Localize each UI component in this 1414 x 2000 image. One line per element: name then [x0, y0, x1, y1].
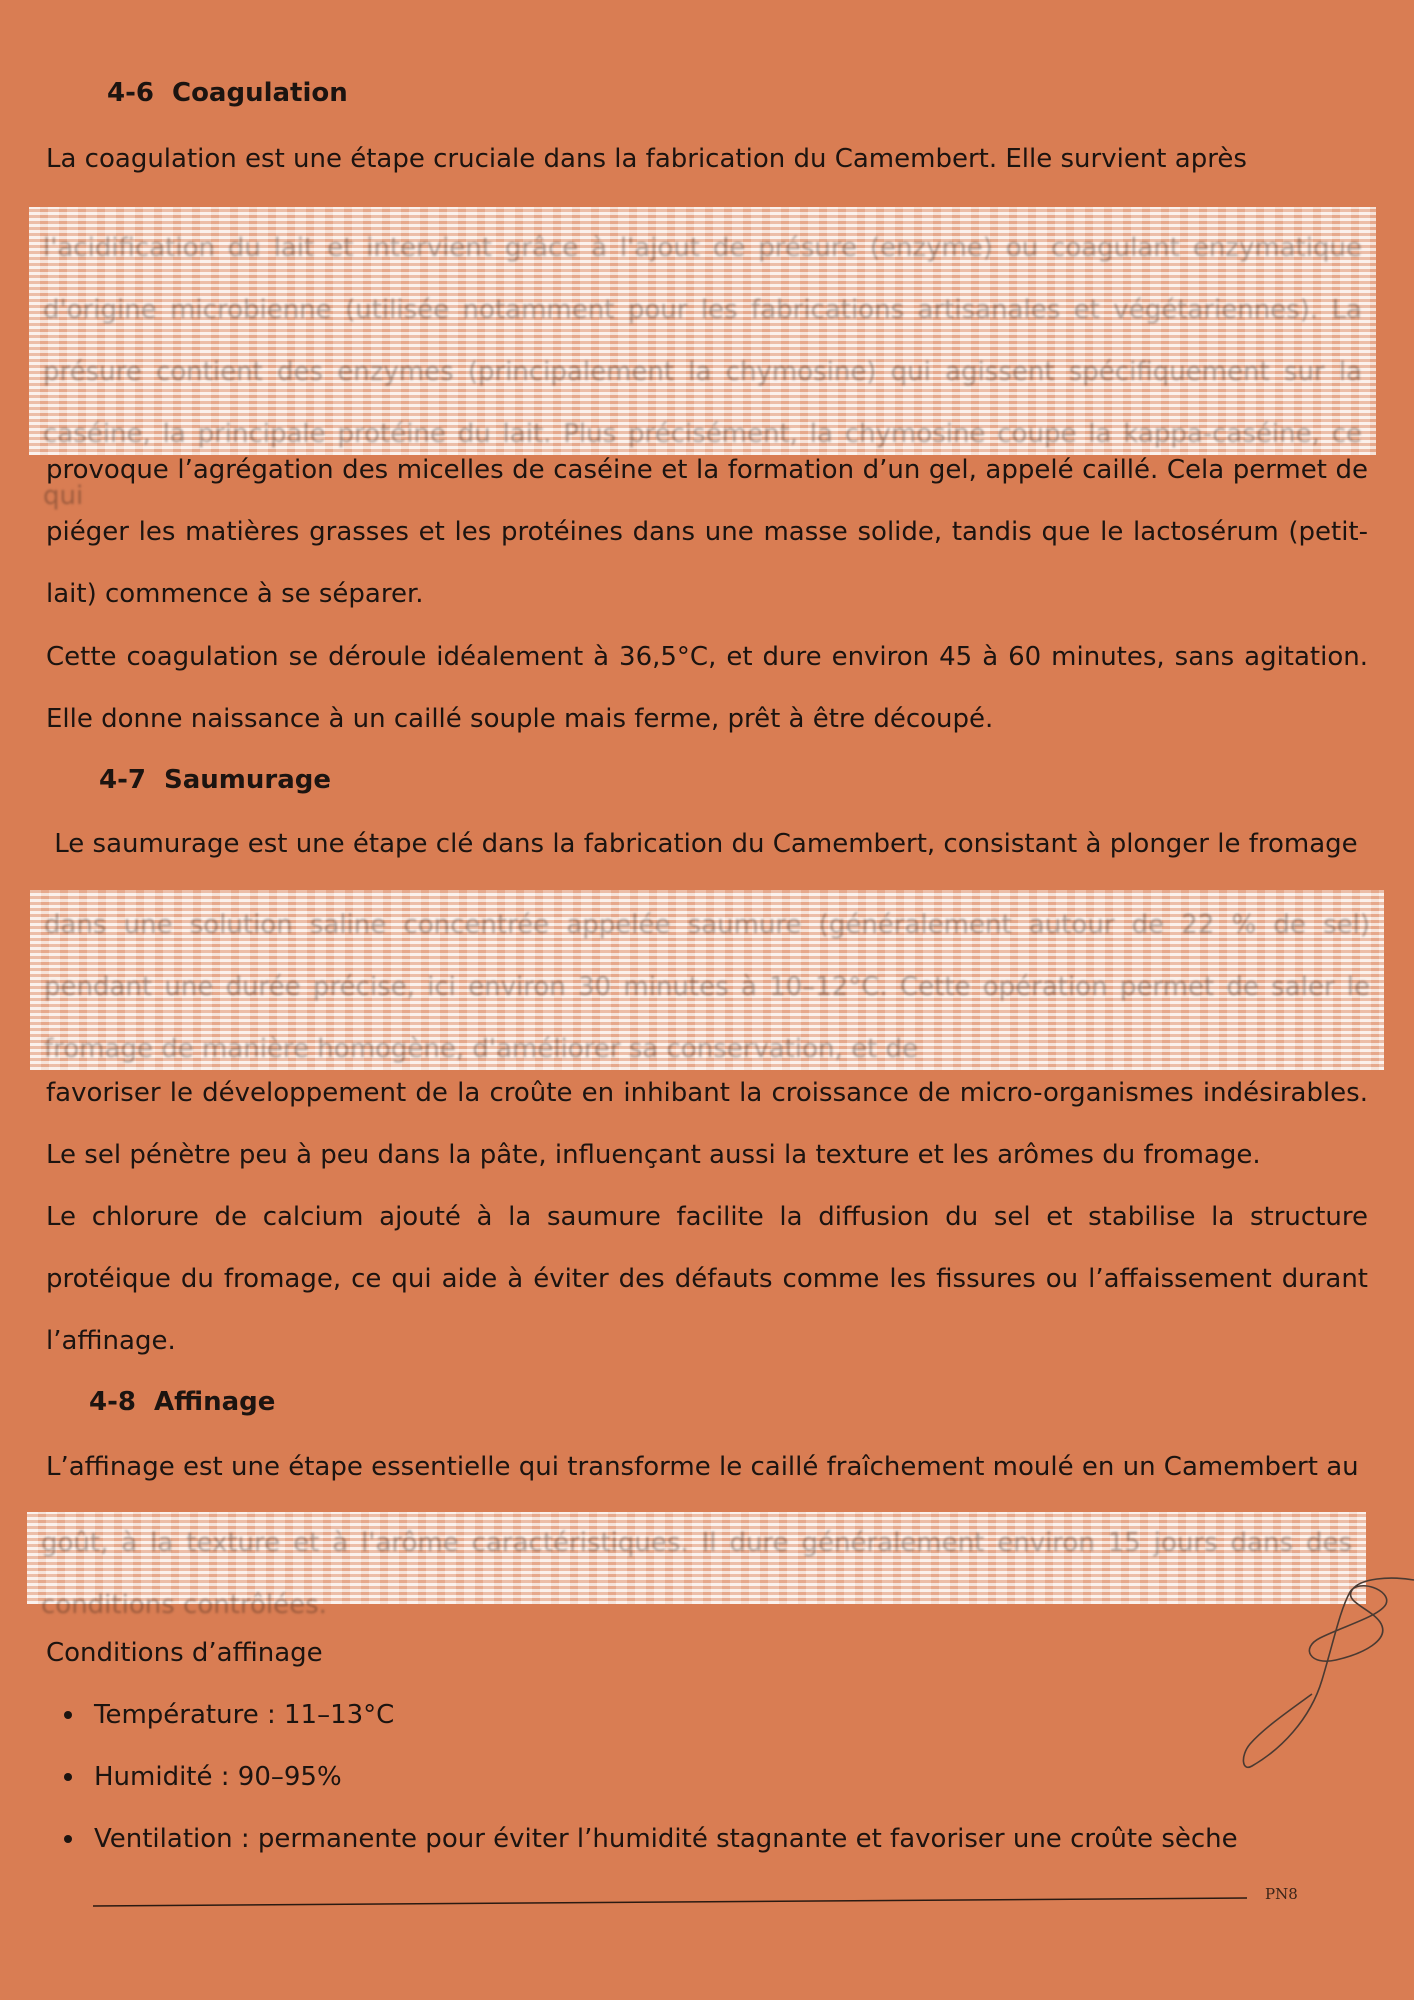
coagulation-paragraph-continued: provoque l’agrégation des micelles de caséine et la formation d’un gel, appelé caillé. Cela permet de piéger les matières grasses et les protéines dans une masse solide, tandis que le lactosérum (petit-lait) commence à se séparer. — [46, 455, 1368, 609]
saumurage-line1: Le saumurage est une étape clé dans la fabrication du Camembert, consistant à plonger le fromage — [46, 829, 1358, 859]
section-title: Saumurage — [163, 765, 331, 795]
condition-temperature: Température : 11–13°C — [94, 1700, 395, 1730]
saumurage-paragraph-continued: favoriser le développement de la croûte en inhibant la croissance de micro-organismes indésirables. Le sel pénètre peu à peu dans la pâte, influençant aussi la texture et les arômes du fromage. — [46, 1078, 1368, 1170]
affinage-line1: L’affinage est une étape essentielle qui transforme le caillé fraîchement moulé en un Camembert au — [46, 1452, 1359, 1482]
section-number: 4-8 — [89, 1387, 136, 1417]
saumurage-paragraph-2: Le chlorure de calcium ajouté à la saumure facilite la diffusion du sel et stabilise la structure protéique du fromage, ce qui aide à éviter des défauts comme les fissures ou l’affaissement durant l’affinage. — [46, 1202, 1368, 1356]
obscured-text-3: goût, à la texture et à l'arôme caractéristiques. Il dure généralement environ 15 jours dans des conditions contrôlées. — [41, 1528, 1352, 1620]
coagulation-paragraph-2: Cette coagulation se déroule idéalement à 36,5°C, et dure environ 45 à 60 minutes, sans agitation. Elle donne naissance à un caillé souple mais ferme, prêt à être découpé. — [46, 642, 1368, 734]
condition-ventilation: Ventilation : permanente pour éviter l’humidité stagnante et favoriser une croûte sèche — [94, 1824, 1238, 1854]
conditions-title: Conditions d’affinage — [46, 1638, 323, 1668]
section-number: 4-7 — [99, 765, 146, 795]
obscured-text-2: dans une solution saline concentrée appelée saumure (généralement autour de 22 % de sel) pendant une durée précise, ici environ 30 minutes à 10–12°C. Cette opération permet de saler le fromage de manière homogène, d'améliorer sa conservation, et de — [44, 910, 1370, 1064]
obscured-text-1: l'acidification du lait et intervient grâce à l'ajout de présure (enzyme) ou coagulant enzymatique d'origine microbienne (utilisée notamment pour les fabrications artisanales et végétariennes). La présure contient des enzymes (principalement la chymosine) qui agissent spécifiquement sur la caséine, la principale protéine du lait. Plus précisément, la chymosine coupe la kappa-caséine, ce qui — [43, 233, 1362, 511]
section-title: Coagulation — [171, 78, 348, 108]
section-title: Affinage — [153, 1387, 276, 1417]
condition-humidity: Humidité : 90–95% — [94, 1762, 342, 1792]
page-number: PN8 — [1265, 1885, 1298, 1903]
coagulation-line1-text: La coagulation est une étape cruciale dans la fabrication du Camembert. Elle survient après — [46, 144, 1247, 174]
section-number: 4-6 — [107, 78, 154, 108]
